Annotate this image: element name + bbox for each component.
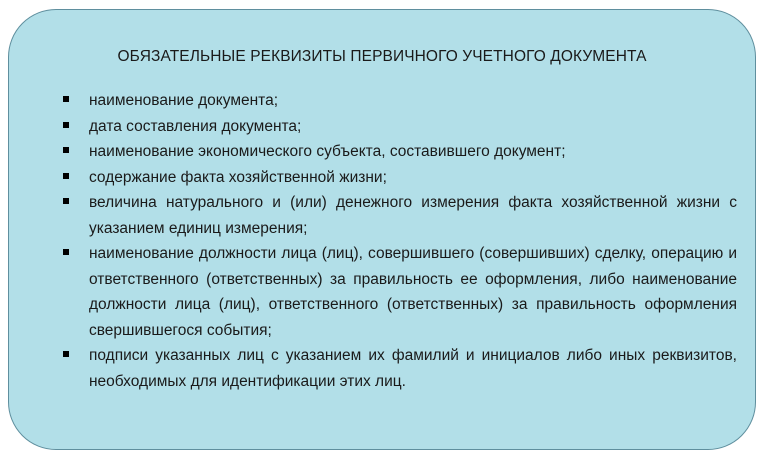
square-bullet-icon — [63, 147, 69, 153]
square-bullet-icon — [63, 122, 69, 128]
list-item-text: наименование должности лица (лиц), совершившего (совершивших) сделку, операцию и ответственного (ответственных) за правильность ее оформления, либо наименование должности лица (лиц), ответственного (ответственных) за правильность оформления свершившегося события; — [89, 245, 737, 339]
list-item-text: дата составления документа; — [89, 117, 302, 135]
list-item — [61, 343, 737, 394]
requisites-list — [61, 88, 737, 394]
list-item-text: наименование экономического субъекта, составившего документ; — [89, 143, 566, 160]
list-item — [61, 114, 737, 140]
list-item — [61, 88, 737, 114]
list-item — [61, 241, 737, 343]
list-item-text: наименование документа; — [89, 92, 279, 109]
list-item-text: подписи указанных лиц с указанием их фамилий и инициалов либо иных реквизитов, необходимых для идентификации этих лиц. — [89, 347, 737, 390]
square-bullet-icon — [63, 198, 69, 204]
list-item — [61, 139, 737, 165]
card-title: ОБЯЗАТЕЛЬНЫЕ РЕКВИЗИТЫ ПЕРВИЧНОГО УЧЕТНОГО ДОКУМЕНТА — [117, 48, 647, 65]
square-bullet-icon — [63, 351, 69, 357]
square-bullet-icon — [63, 249, 69, 255]
list-item-text: величина натурального и (или) денежного измерения факта хозяйственной жизни с указанием единиц измерения; — [89, 194, 737, 237]
list-item — [61, 165, 737, 191]
list-item — [61, 190, 737, 241]
square-bullet-icon — [63, 96, 69, 102]
square-bullet-icon — [63, 173, 69, 179]
requisites-card — [8, 9, 756, 450]
list-item-text: содержание факта хозяйственной жизни; — [89, 168, 387, 186]
